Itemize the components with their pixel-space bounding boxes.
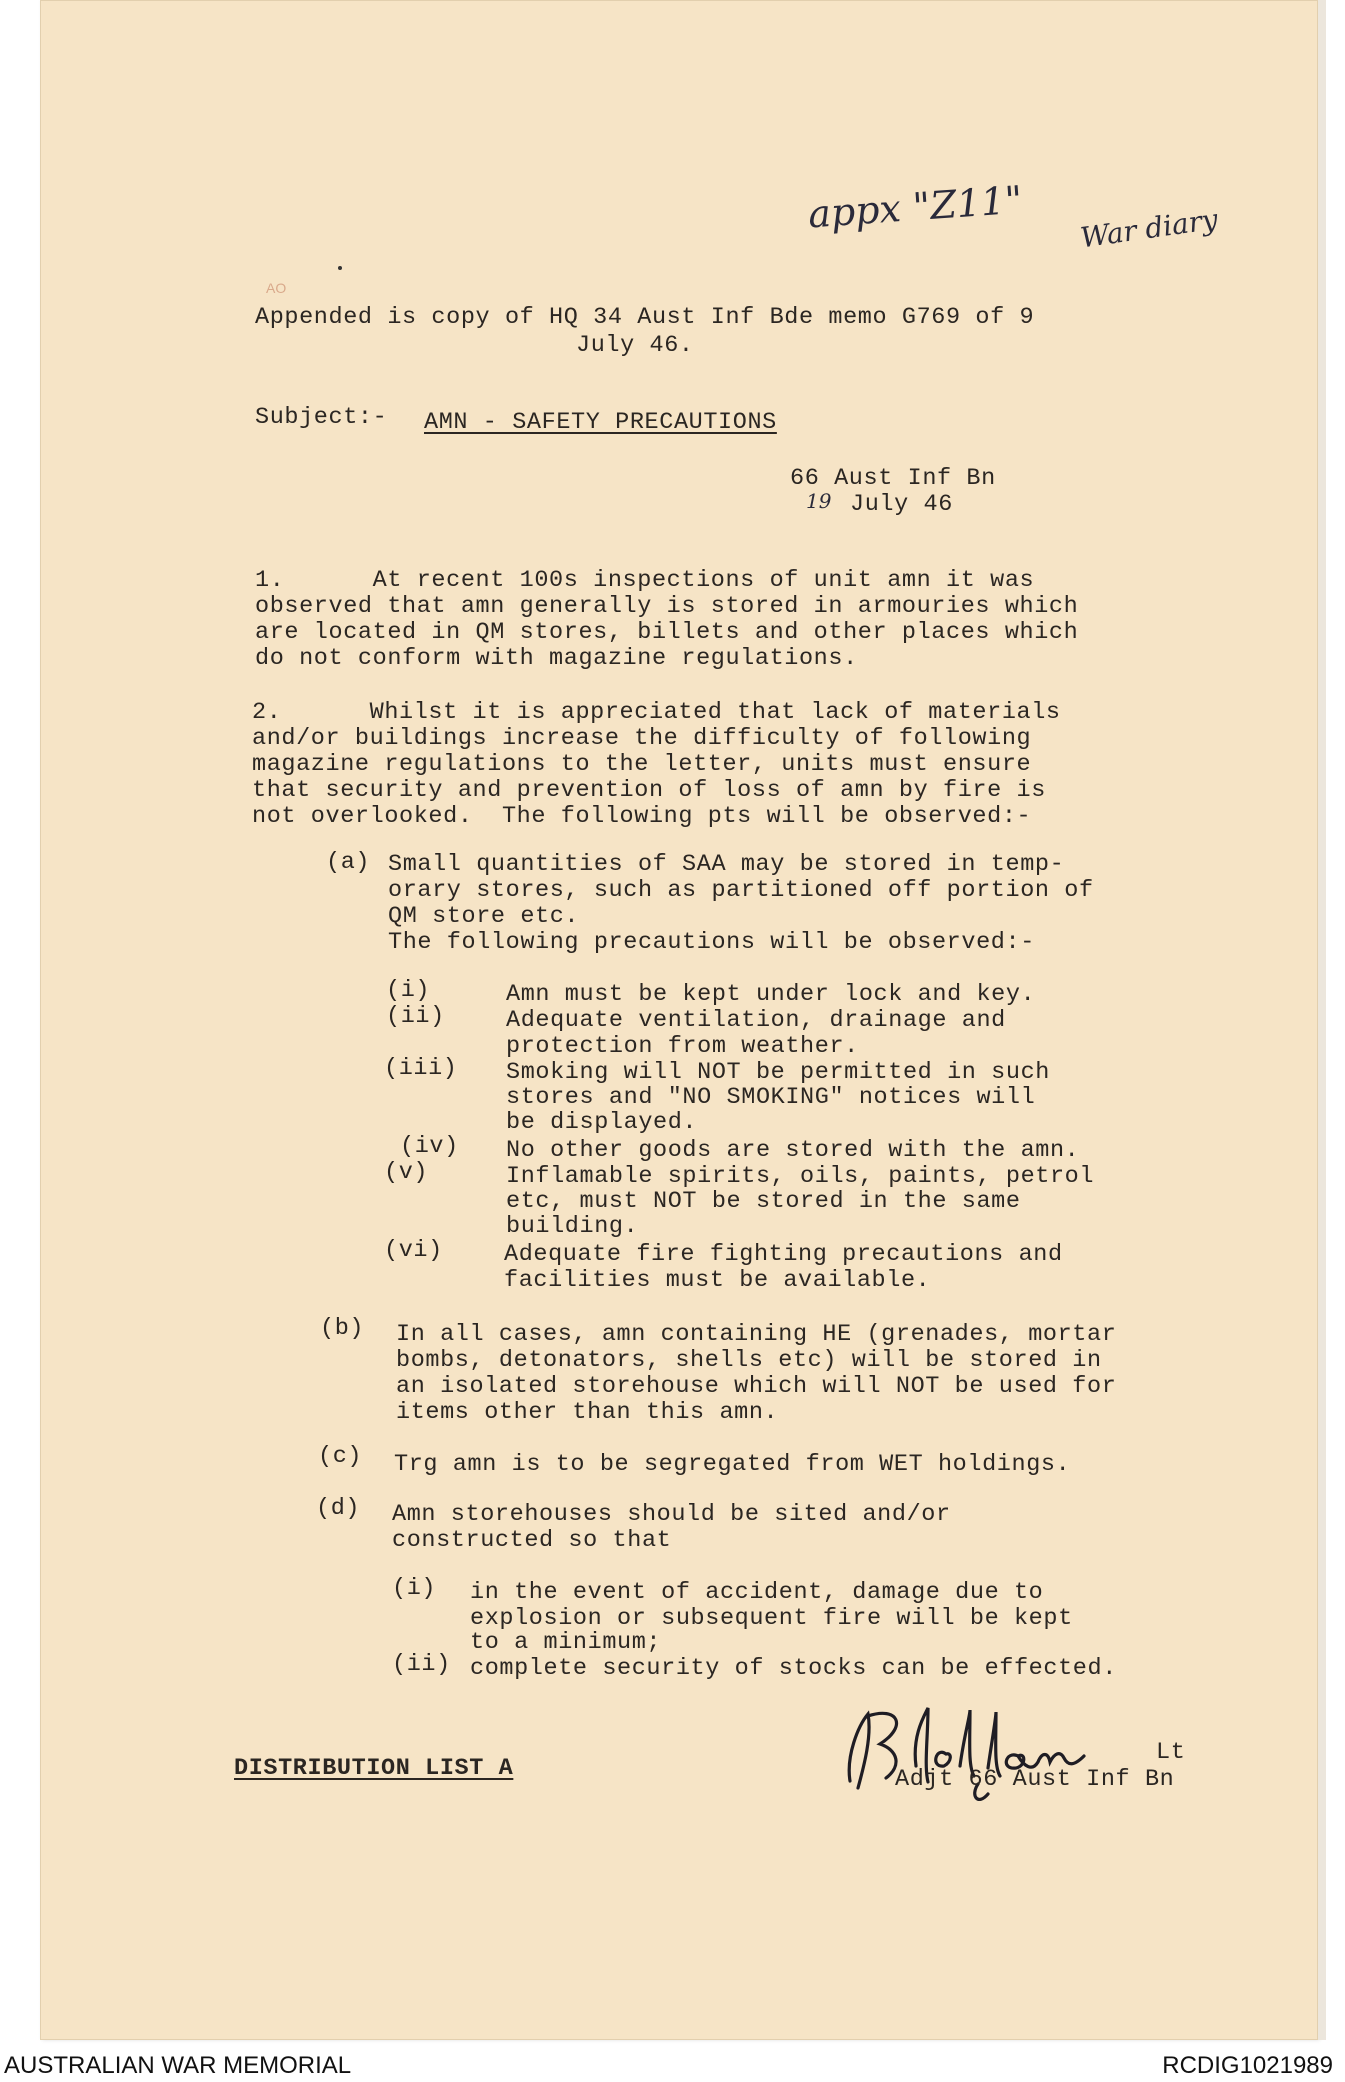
sub-line: building. <box>506 1213 639 1240</box>
item-d-line: Amn storehouses should be sited and/or <box>392 1501 951 1528</box>
footer-left: AUSTRALIAN WAR MEMORIAL <box>4 2052 352 2079</box>
sub-marker: (ii) <box>392 1651 451 1678</box>
faint-mark: AO <box>266 280 287 296</box>
item-c-line: Trg amn is to be segregated from WET holdings. <box>394 1451 1071 1478</box>
para1-line: 1. At recent 100s inspections of unit amn it was <box>255 567 1035 594</box>
para2-line: magazine regulations to the letter, units must ensure <box>252 751 1032 778</box>
distribution-list: DISTRIBUTION LIST A <box>234 1755 514 1782</box>
sub-line: No other goods are stored with the amn. <box>506 1137 1080 1164</box>
signature-rank: Lt <box>1156 1739 1186 1766</box>
sub-line: Inflamable spirits, oils, paints, petrol <box>506 1163 1095 1190</box>
para2-line: not overlooked. The following pts will be observed:- <box>252 803 1032 830</box>
sub-marker: (i) <box>392 1575 437 1602</box>
sub-marker: (ii) <box>386 1003 445 1030</box>
intro-line-2: July 46. <box>576 332 694 359</box>
unit-date: July 46 <box>850 491 953 518</box>
para2-line: that security and prevention of loss of amn by fire is <box>252 777 1046 804</box>
sub-marker: (iv) <box>400 1133 459 1160</box>
sub-line: Adequate ventilation, drainage and <box>506 1007 1006 1034</box>
subject-label: Subject:- <box>255 404 388 431</box>
item-b-line: an isolated storehouse which will NOT be used for <box>396 1373 1117 1400</box>
intro-line-1: Appended is copy of HQ 34 Aust Inf Bde memo G769 of 9 <box>255 304 1035 331</box>
para2-line: 2. Whilst it is appreciated that lack of materials <box>252 699 1061 726</box>
sub-line: Adequate fire fighting precautions and <box>504 1241 1063 1268</box>
para2-line: and/or buildings increase the difficulty of following <box>252 725 1032 752</box>
para1-line: are located in QM stores, billets and other places which <box>255 619 1079 646</box>
sub-marker: (v) <box>384 1159 429 1186</box>
sub-line: to a minimum; <box>470 1629 662 1656</box>
subject-value: AMN - SAFETY PRECAUTIONS <box>424 409 777 436</box>
unit-name: 66 Aust Inf Bn <box>790 465 996 492</box>
sub-line: complete security of stocks can be effected. <box>470 1655 1117 1682</box>
item-a-line: The following precautions will be observed:- <box>388 929 1035 956</box>
sub-line: Amn must be kept under lock and key. <box>506 981 1036 1008</box>
item-d-line: constructed so that <box>392 1527 672 1554</box>
sub-line: etc, must NOT be stored in the same <box>506 1188 1021 1215</box>
footer-right: RCDIG1021989 <box>1162 2052 1333 2079</box>
page-edge <box>1318 0 1326 2040</box>
item-marker: (b) <box>320 1315 365 1342</box>
date-day: 19 <box>806 489 832 513</box>
sub-line: in the event of accident, damage due to <box>470 1579 1044 1606</box>
item-a-line: orary stores, such as partitioned off portion of <box>388 877 1094 904</box>
sub-line: be displayed. <box>506 1109 698 1136</box>
sub-marker: (vi) <box>384 1237 443 1264</box>
sub-line: facilities must be available. <box>504 1267 931 1294</box>
signature-title: Adjt 66 Aust Inf Bn <box>895 1766 1175 1793</box>
item-b-line: In all cases, amn containing HE (grenades, mortar <box>396 1321 1117 1348</box>
item-a-line: QM store etc. <box>388 903 580 930</box>
item-b-line: bombs, detonators, shells etc) will be stored in <box>396 1347 1102 1374</box>
item-marker: (c) <box>318 1443 363 1470</box>
sub-marker: (i) <box>386 977 431 1004</box>
item-b-line: items other than this amn. <box>396 1399 779 1426</box>
sub-line: explosion or subsequent fire will be kept <box>470 1605 1073 1632</box>
sub-line: stores and "NO SMOKING" notices will <box>506 1084 1036 1111</box>
sub-line: protection from weather. <box>506 1033 859 1060</box>
item-marker: (a) <box>326 849 371 876</box>
appendix-annotation: appx "Z11" <box>806 177 1024 237</box>
ink-dot <box>338 266 342 270</box>
item-marker: (d) <box>316 1495 361 1522</box>
item-a-line: Small quantities of SAA may be stored in temp- <box>388 851 1065 878</box>
sub-line: Smoking will NOT be permitted in such <box>506 1059 1050 1086</box>
para1-line: do not conform with magazine regulations. <box>255 645 858 672</box>
war-diary-annotation: War diary <box>1078 202 1220 255</box>
para1-line: observed that amn generally is stored in armouries which <box>255 593 1079 620</box>
sub-marker: (iii) <box>384 1055 458 1082</box>
